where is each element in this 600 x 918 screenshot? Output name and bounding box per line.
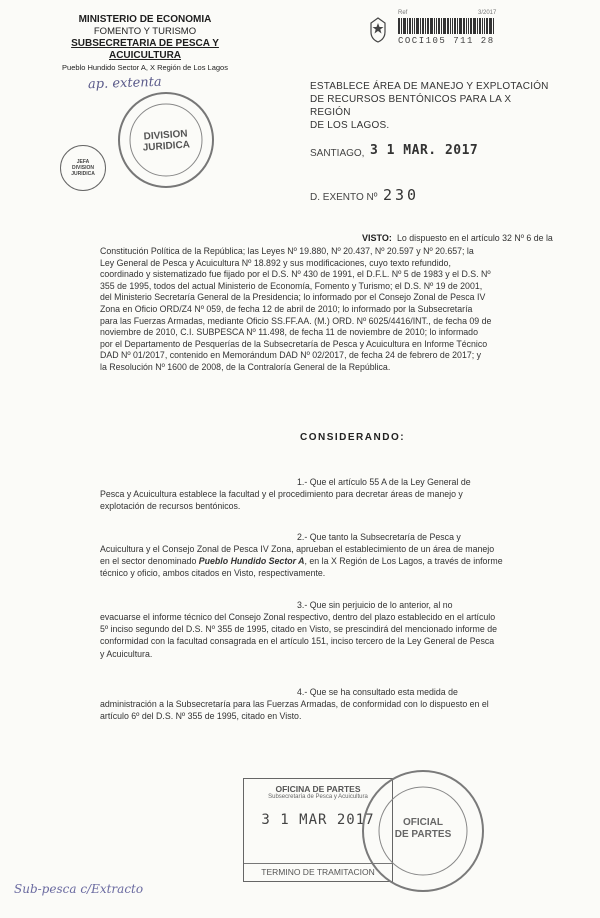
exento-number: 230: [383, 186, 420, 204]
oficina-bottom: TERMINO DE TRAMITACION: [244, 863, 392, 877]
visto-line: para las Fuerzas Armadas, mediante Oficio SS.FF.AA. (M.) ORD. Nº 6025/4416/INT., de fecha 09 de: [100, 315, 492, 326]
considerando-1-rest: [100, 488, 592, 512]
juridica-stamp: [118, 92, 214, 188]
considerando-3-first: 3.- Que sin perjuicio de lo anterior, al no: [297, 600, 453, 610]
title-line-1: ESTABLECE ÁREA DE MANEJO Y EXPLOTACIÓN: [310, 81, 549, 92]
juridica-stamp-center: DIVISION JURIDICA: [142, 128, 191, 154]
oficina-title: OFICINA DE PARTES: [275, 784, 361, 794]
visto-line: Constitución Política de la República; las Leyes Nº 19.880, Nº 20.437, Nº 20.597 y Nº 20.657; la: [100, 246, 474, 256]
ministry-name: MINISTERIO DE ECONOMIA: [78, 14, 212, 25]
considerando-line: administración a la Subsecretaría para las Fuerzas Armadas, de conformidad con lo dispuesto en el: [100, 699, 489, 709]
visto-label: VISTO:: [362, 233, 392, 243]
oficial-stamp-text1: OFICIAL: [403, 817, 443, 828]
jefa-stamp: [60, 145, 106, 191]
visto-line: noviembre de 2010, C.I. SUBPESCA Nº 11.498, de fecha 11 de noviembre de 2010; lo informado: [100, 327, 478, 338]
exento-label: D. EXENTO Nº: [310, 192, 378, 203]
considerando-1-first: 1.- Que el artículo 55 A de la Ley General de: [297, 477, 471, 487]
visto-line: Zona en Oficio ORD/Z4 Nº 059, de fecha 12 de abril de 2010; lo informado por la Subsecretaría: [100, 303, 473, 314]
visto-line-0: Lo dispuesto en el artículo 32 Nº 6 de la: [397, 233, 553, 243]
visto-line: la Resolución Nº 1600 de 2008, de la Contraloría General de la República.: [100, 361, 391, 372]
visto-line: coordinado y sistematizado fue fijado por el D.S. Nº 430 de 1991, el D.F.L. Nº 5 de 1983 y el D.S. Nº: [100, 269, 491, 280]
considerando-line: 5º inciso segundo del D.S. Nº 355 de 1995, citado en Visto, se prescindirá del mencionado informe de: [100, 624, 497, 635]
ref-label: Ref: [398, 10, 408, 16]
barcode-text: COCI105 711 28: [398, 36, 495, 46]
visto-line: 355 de 1995, todos del actual Ministerio de Economía, Fomento y Turismo; el D.S. Nº 19 de 2001,: [100, 280, 483, 291]
oficial-stamp-text2: DE PARTES: [394, 829, 452, 840]
considerando-line: conformidad con la facultad consagrada en el artículo 151, inciso tercero de la Ley General de Pesca: [100, 636, 495, 647]
sector-name: Pueblo Hundido Sector A: [198, 556, 305, 567]
jefa-stamp-center: JEFA DIVISION JURIDICA: [71, 159, 95, 177]
barcode-icon: [398, 18, 514, 34]
oficina-date: 3 1 MAR 2017: [261, 812, 375, 828]
date-value: 3 1 MAR. 2017: [370, 143, 479, 158]
considerando-line: y Acuicultura.: [100, 648, 153, 659]
subsecretaria-name: SUBSECRETARIA DE PESCA Y ACUICULTURA: [71, 38, 219, 61]
oficial-partes-stamp: [362, 770, 484, 892]
visto-line: por el Departamento de Pesquerías de la Subsecretaría de Pesca y Acuicultura en Informe Técnico: [100, 338, 488, 349]
letterhead: [55, 14, 235, 74]
considerando-line: Acuicultura y el Consejo Zonal de Pesca IV Zona, aprueban el establecimiento de un área de manejo: [100, 544, 495, 554]
ref-number: 3/2017: [478, 10, 497, 16]
considerando-2-first: 2.- Que tanto la Subsecretaría de Pesca y: [297, 532, 461, 542]
considerando-line: Pesca y Acuicultura establece la facultad y el procedimiento para decretar áreas de manejo y: [100, 489, 463, 499]
handwritten-note: ap. extenta: [87, 74, 162, 93]
date-label: SANTIAGO,: [310, 148, 365, 159]
visto-line: DAD Nº 01/2017, contenido en Memorándum DAD Nº 02/2017, de fecha 24 de febrero de 2017; y: [100, 350, 482, 361]
considerando-line: [100, 555, 592, 567]
considerando-heading: CONSIDERANDO:: [300, 432, 406, 443]
visto-line: del Ministerio Secretaría General de la Presidencia; lo informado por el Consejo Zonal de Pesca IV: [100, 292, 486, 303]
considerando-3-rest: [100, 611, 592, 660]
visto-body: [100, 246, 592, 374]
considerando-line: evacuarse el informe técnico del Consejo Zonal respectivo, dentro del plazo establecido en el artículo: [100, 612, 496, 622]
chile-emblem-icon: [368, 16, 388, 44]
title-line-3: DE LOS LAGOS.: [310, 120, 390, 131]
visto-line: Ley General de Pesca y Acuicultura Nº 18.892 y sus modificaciones, cuyo texto refundido,: [100, 257, 451, 268]
bottom-handwriting: Sub-pesca c/Extracto: [14, 882, 144, 896]
considerando-text: , en la X Región de Los Lagos, a través de informe: [304, 556, 503, 567]
considerando-text: en el sector denominado: [100, 556, 197, 567]
considerando-4-first: 4.- Que se ha consultado esta medida de: [297, 687, 458, 697]
considerando-line: artículo 6º del D.S. Nº 355 de 1995, citado en Visto.: [100, 711, 302, 722]
location-line: Pueblo Hundido Sector A, X Región de Los Lagos: [62, 63, 228, 72]
ministry-subtitle: FOMENTO Y TURISMO: [93, 26, 197, 37]
title-line-2: DE RECURSOS BENTÓNICOS PARA LA X REGIÓN: [310, 94, 512, 118]
document-title: [310, 80, 550, 132]
considerando-line: técnico y oficio, ambos citados en Visto, respectivamente.: [100, 568, 326, 579]
considerando-line: explotación de recursos bentónicos.: [100, 501, 241, 512]
considerando-2-rest: [100, 543, 592, 580]
considerando-4-rest: [100, 698, 592, 722]
oficina-subtitle: Subsecretaría de Pesca y Acuicultura: [268, 794, 368, 800]
